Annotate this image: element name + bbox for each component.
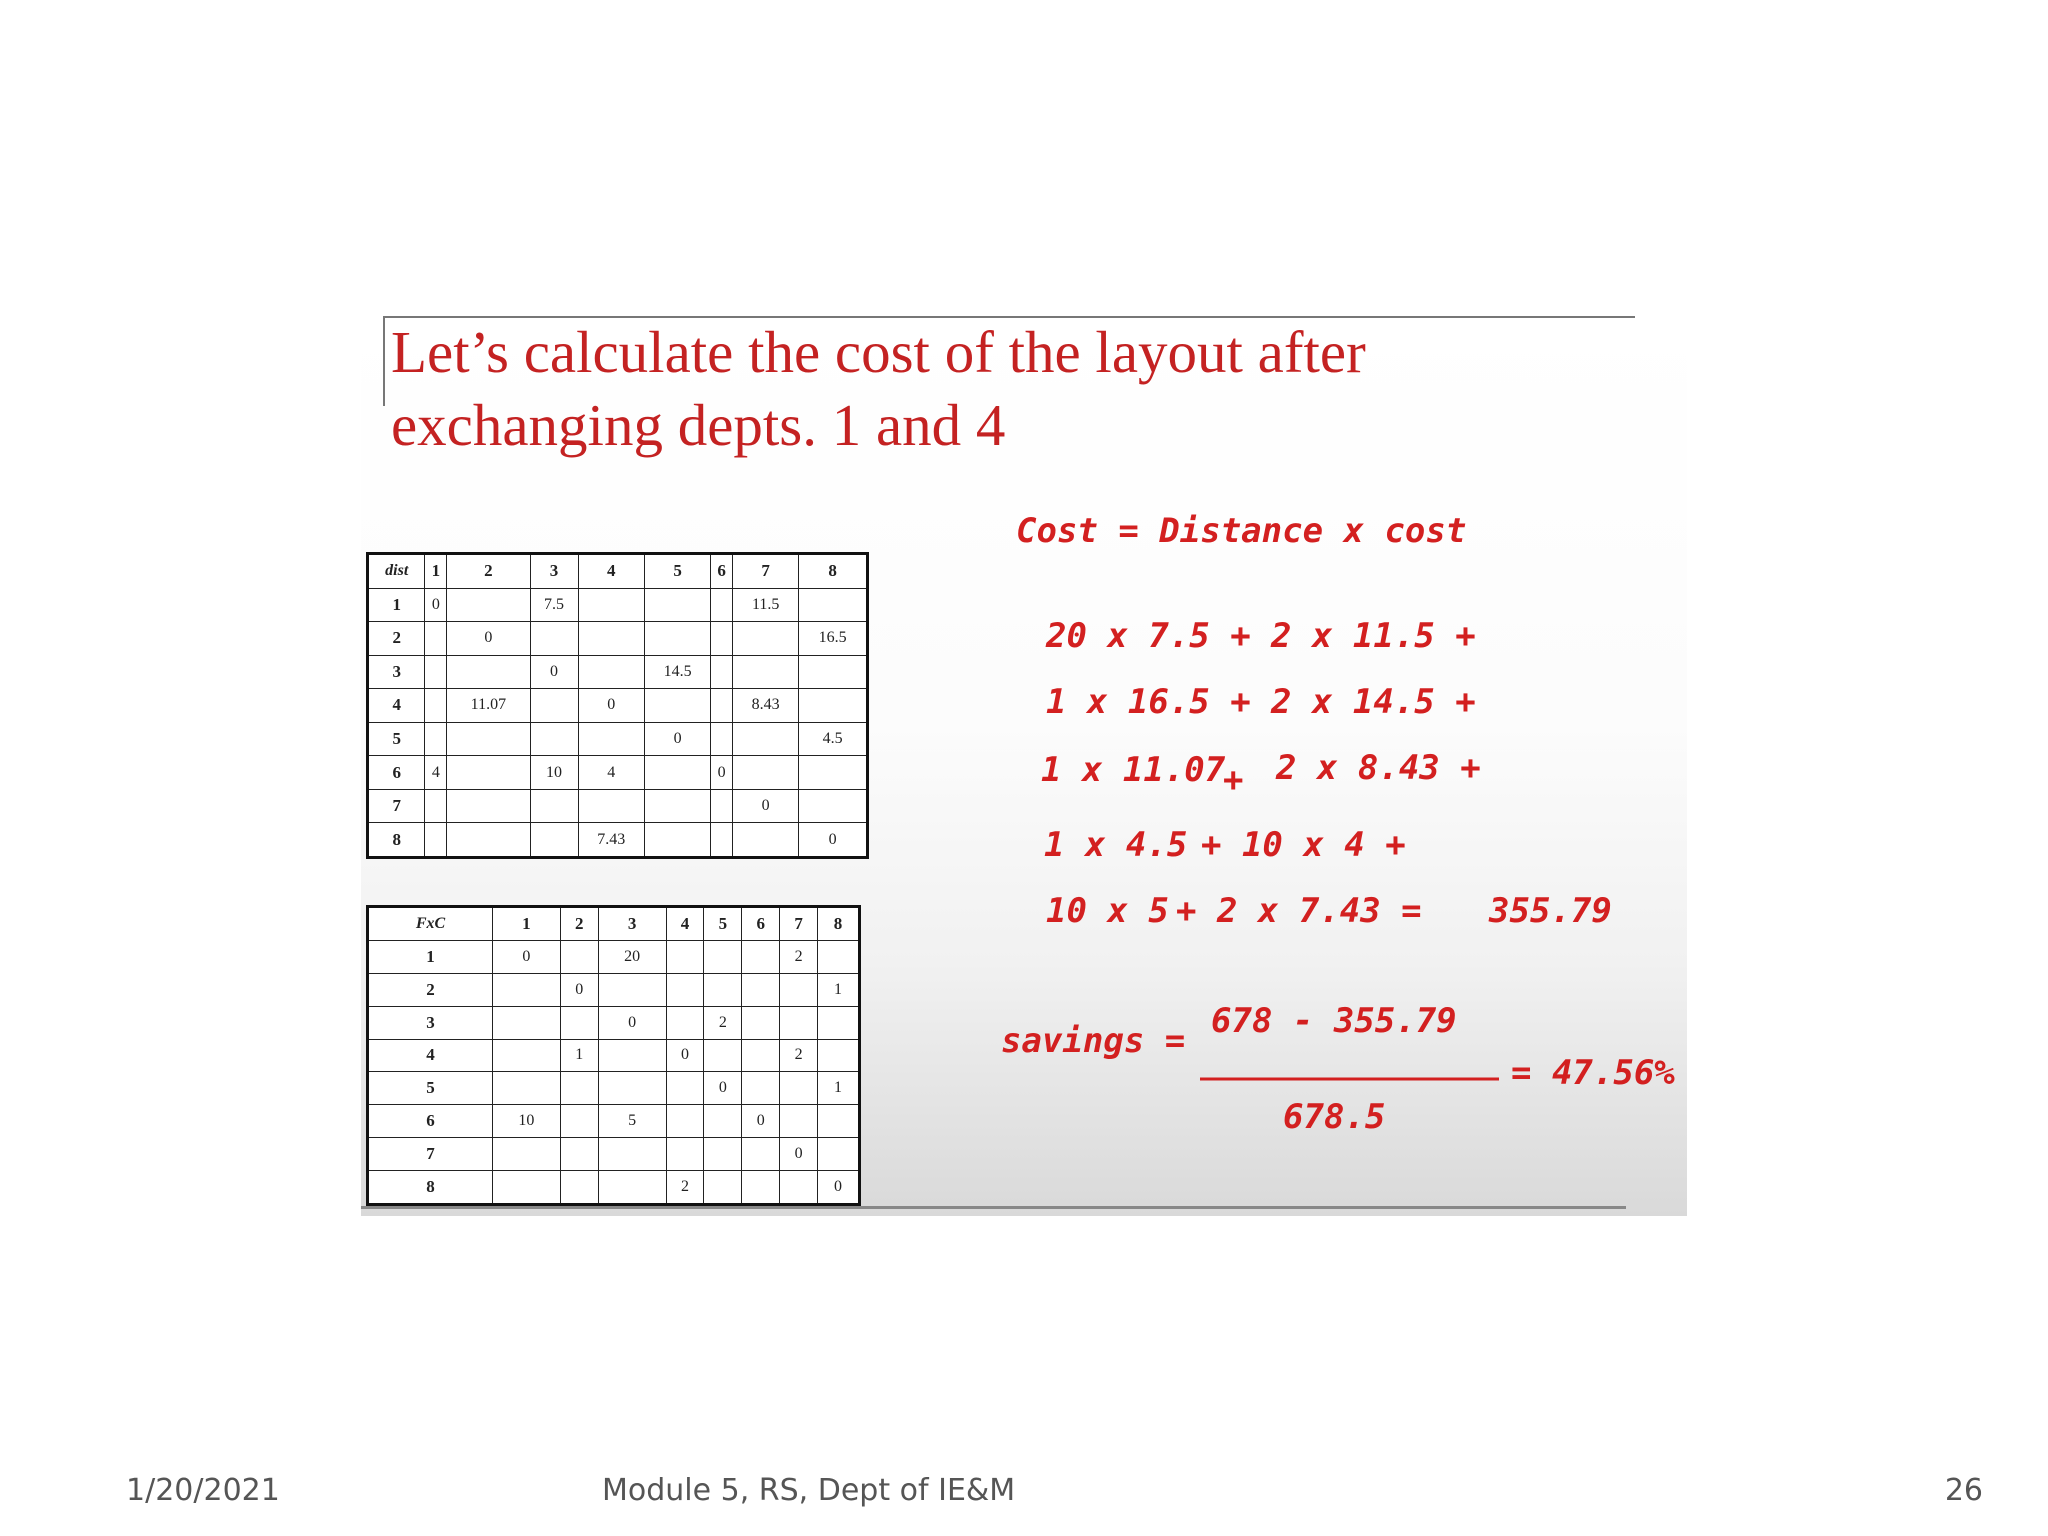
fxc-cell: 10 — [493, 1105, 561, 1138]
fxc-row-header: 3 — [368, 1006, 493, 1039]
calc-line-1a: 20 x 7.5 + — [1046, 616, 1251, 656]
fxc-cell: 1 — [818, 973, 860, 1006]
fxc-row-header: 2 — [368, 973, 493, 1006]
dist-row-header: 3 — [368, 655, 425, 689]
savings-denominator: 678.5 — [1283, 1097, 1386, 1137]
calc-line-1b: 2 x 11.5 + — [1271, 616, 1476, 656]
calc-line-5b: + 2 x 7.43 = — [1176, 891, 1422, 931]
calc-line-4b: + 10 x 4 + — [1201, 825, 1406, 865]
footer-module: Module 5, RS, Dept of IE&M — [602, 1473, 1016, 1508]
calc-line-2a: 1 x 16.5 + — [1046, 682, 1251, 722]
fxc-cell: 1 — [560, 1039, 598, 1072]
dist-row-header: 7 — [368, 789, 425, 823]
fxc-col-header: 4 — [666, 907, 704, 941]
dist-cell: 11.5 — [732, 588, 798, 622]
dist-col-header: 1 — [425, 554, 447, 589]
fxc-row-header: 7 — [368, 1138, 493, 1171]
fxc-col-header: 3 — [598, 907, 666, 941]
calc-line-3-plus: + — [1223, 760, 1244, 800]
dist-col-header: 4 — [578, 554, 644, 589]
fxc-cell: 2 — [780, 940, 818, 973]
dist-col-header: 6 — [711, 554, 733, 589]
fxc-cell: 1 — [818, 1072, 860, 1105]
fxc-cell: 2 — [666, 1171, 704, 1205]
dist-col-header: 3 — [530, 554, 578, 589]
dist-row-header: 4 — [368, 689, 425, 723]
fxc-row-header: 5 — [368, 1072, 493, 1105]
calc-line-2b: 2 x 14.5 + — [1271, 682, 1476, 722]
dist-cell: 0 — [530, 655, 578, 689]
fxc-cell: 0 — [818, 1171, 860, 1205]
dist-cell: 10 — [530, 756, 578, 790]
dist-col-header: 5 — [644, 554, 710, 589]
savings-result: = 47.56% — [1511, 1053, 1675, 1093]
embedded-screenshot — [361, 316, 1687, 1216]
dist-col-header: 8 — [799, 554, 868, 589]
dist-col-header: 2 — [447, 554, 530, 589]
dist-cell: 16.5 — [799, 622, 868, 656]
footer-page-number: 26 — [1944, 1473, 1983, 1508]
fxc-cell: 5 — [598, 1105, 666, 1138]
fxc-cell: 0 — [666, 1039, 704, 1072]
fxc-row-header: 4 — [368, 1039, 493, 1072]
dist-cell: 7.5 — [530, 588, 578, 622]
fxc-cell: 0 — [742, 1105, 780, 1138]
fxc-cell: 20 — [598, 940, 666, 973]
dist-row-header: 2 — [368, 622, 425, 656]
fxc-row-header: 6 — [368, 1105, 493, 1138]
dist-cell: 0 — [644, 722, 710, 756]
fxc-cell: 0 — [704, 1072, 742, 1105]
fxc-col-header: 2 — [560, 907, 598, 941]
calc-line-3b: 2 x 8.43 + — [1276, 748, 1481, 788]
capture-bottom-line — [361, 1206, 1626, 1209]
fxc-cell: 0 — [560, 973, 598, 1006]
title-line-2: exchanging depts. 1 and 4 — [391, 392, 1006, 458]
calc-line-4a: 1 x 4.5 — [1044, 825, 1188, 865]
footer-date: 1/20/2021 — [126, 1473, 280, 1508]
fxc-cell: 2 — [704, 1006, 742, 1039]
dist-cell: 4 — [578, 756, 644, 790]
fxc-cell: 0 — [780, 1138, 818, 1171]
dist-cell: 4.5 — [799, 722, 868, 756]
fxc-row-header: 8 — [368, 1171, 493, 1205]
title-line-1: Let’s calculate the cost of the layout after — [391, 319, 1366, 385]
fxc-cell: 2 — [780, 1039, 818, 1072]
handwritten-calculation — [361, 316, 1687, 1216]
dist-row-header: 5 — [368, 722, 425, 756]
dist-cell: 14.5 — [644, 655, 710, 689]
fxc-cell: 0 — [493, 940, 561, 973]
fxc-row-header: 1 — [368, 940, 493, 973]
dist-row-header: 6 — [368, 756, 425, 790]
dist-cell: 0 — [799, 823, 868, 858]
fxc-cell: 0 — [598, 1006, 666, 1039]
calc-line-5a: 10 x 5 — [1046, 891, 1169, 931]
fxc-col-header: 5 — [704, 907, 742, 941]
fxc-corner-label: FxC — [368, 907, 493, 941]
dist-cell: 0 — [425, 588, 447, 622]
dist-cell: 0 — [447, 622, 530, 656]
fxc-col-header: 1 — [493, 907, 561, 941]
savings-numerator: 678 - 355.79 — [1211, 1001, 1457, 1041]
dist-row-header: 8 — [368, 823, 425, 858]
dist-col-header: 7 — [732, 554, 798, 589]
dist-cell: 0 — [711, 756, 733, 790]
dist-corner-label: dist — [368, 554, 425, 589]
dist-cell: 7.43 — [578, 823, 644, 858]
dist-cell: 8.43 — [732, 689, 798, 723]
formula-text: Cost = Distance x cost — [1016, 511, 1467, 551]
fxc-col-header: 6 — [742, 907, 780, 941]
dist-cell: 11.07 — [447, 689, 530, 723]
dist-cell: 0 — [732, 789, 798, 823]
dist-row-header: 1 — [368, 588, 425, 622]
dist-cell: 4 — [425, 756, 447, 790]
dist-cell: 0 — [578, 689, 644, 723]
calc-line-3a: 1 x 11.07 — [1041, 750, 1226, 790]
savings-label: savings = — [1001, 1021, 1186, 1061]
fxc-col-header: 8 — [818, 907, 860, 941]
fxc-col-header: 7 — [780, 907, 818, 941]
total-cost: 355.79 — [1489, 891, 1612, 931]
